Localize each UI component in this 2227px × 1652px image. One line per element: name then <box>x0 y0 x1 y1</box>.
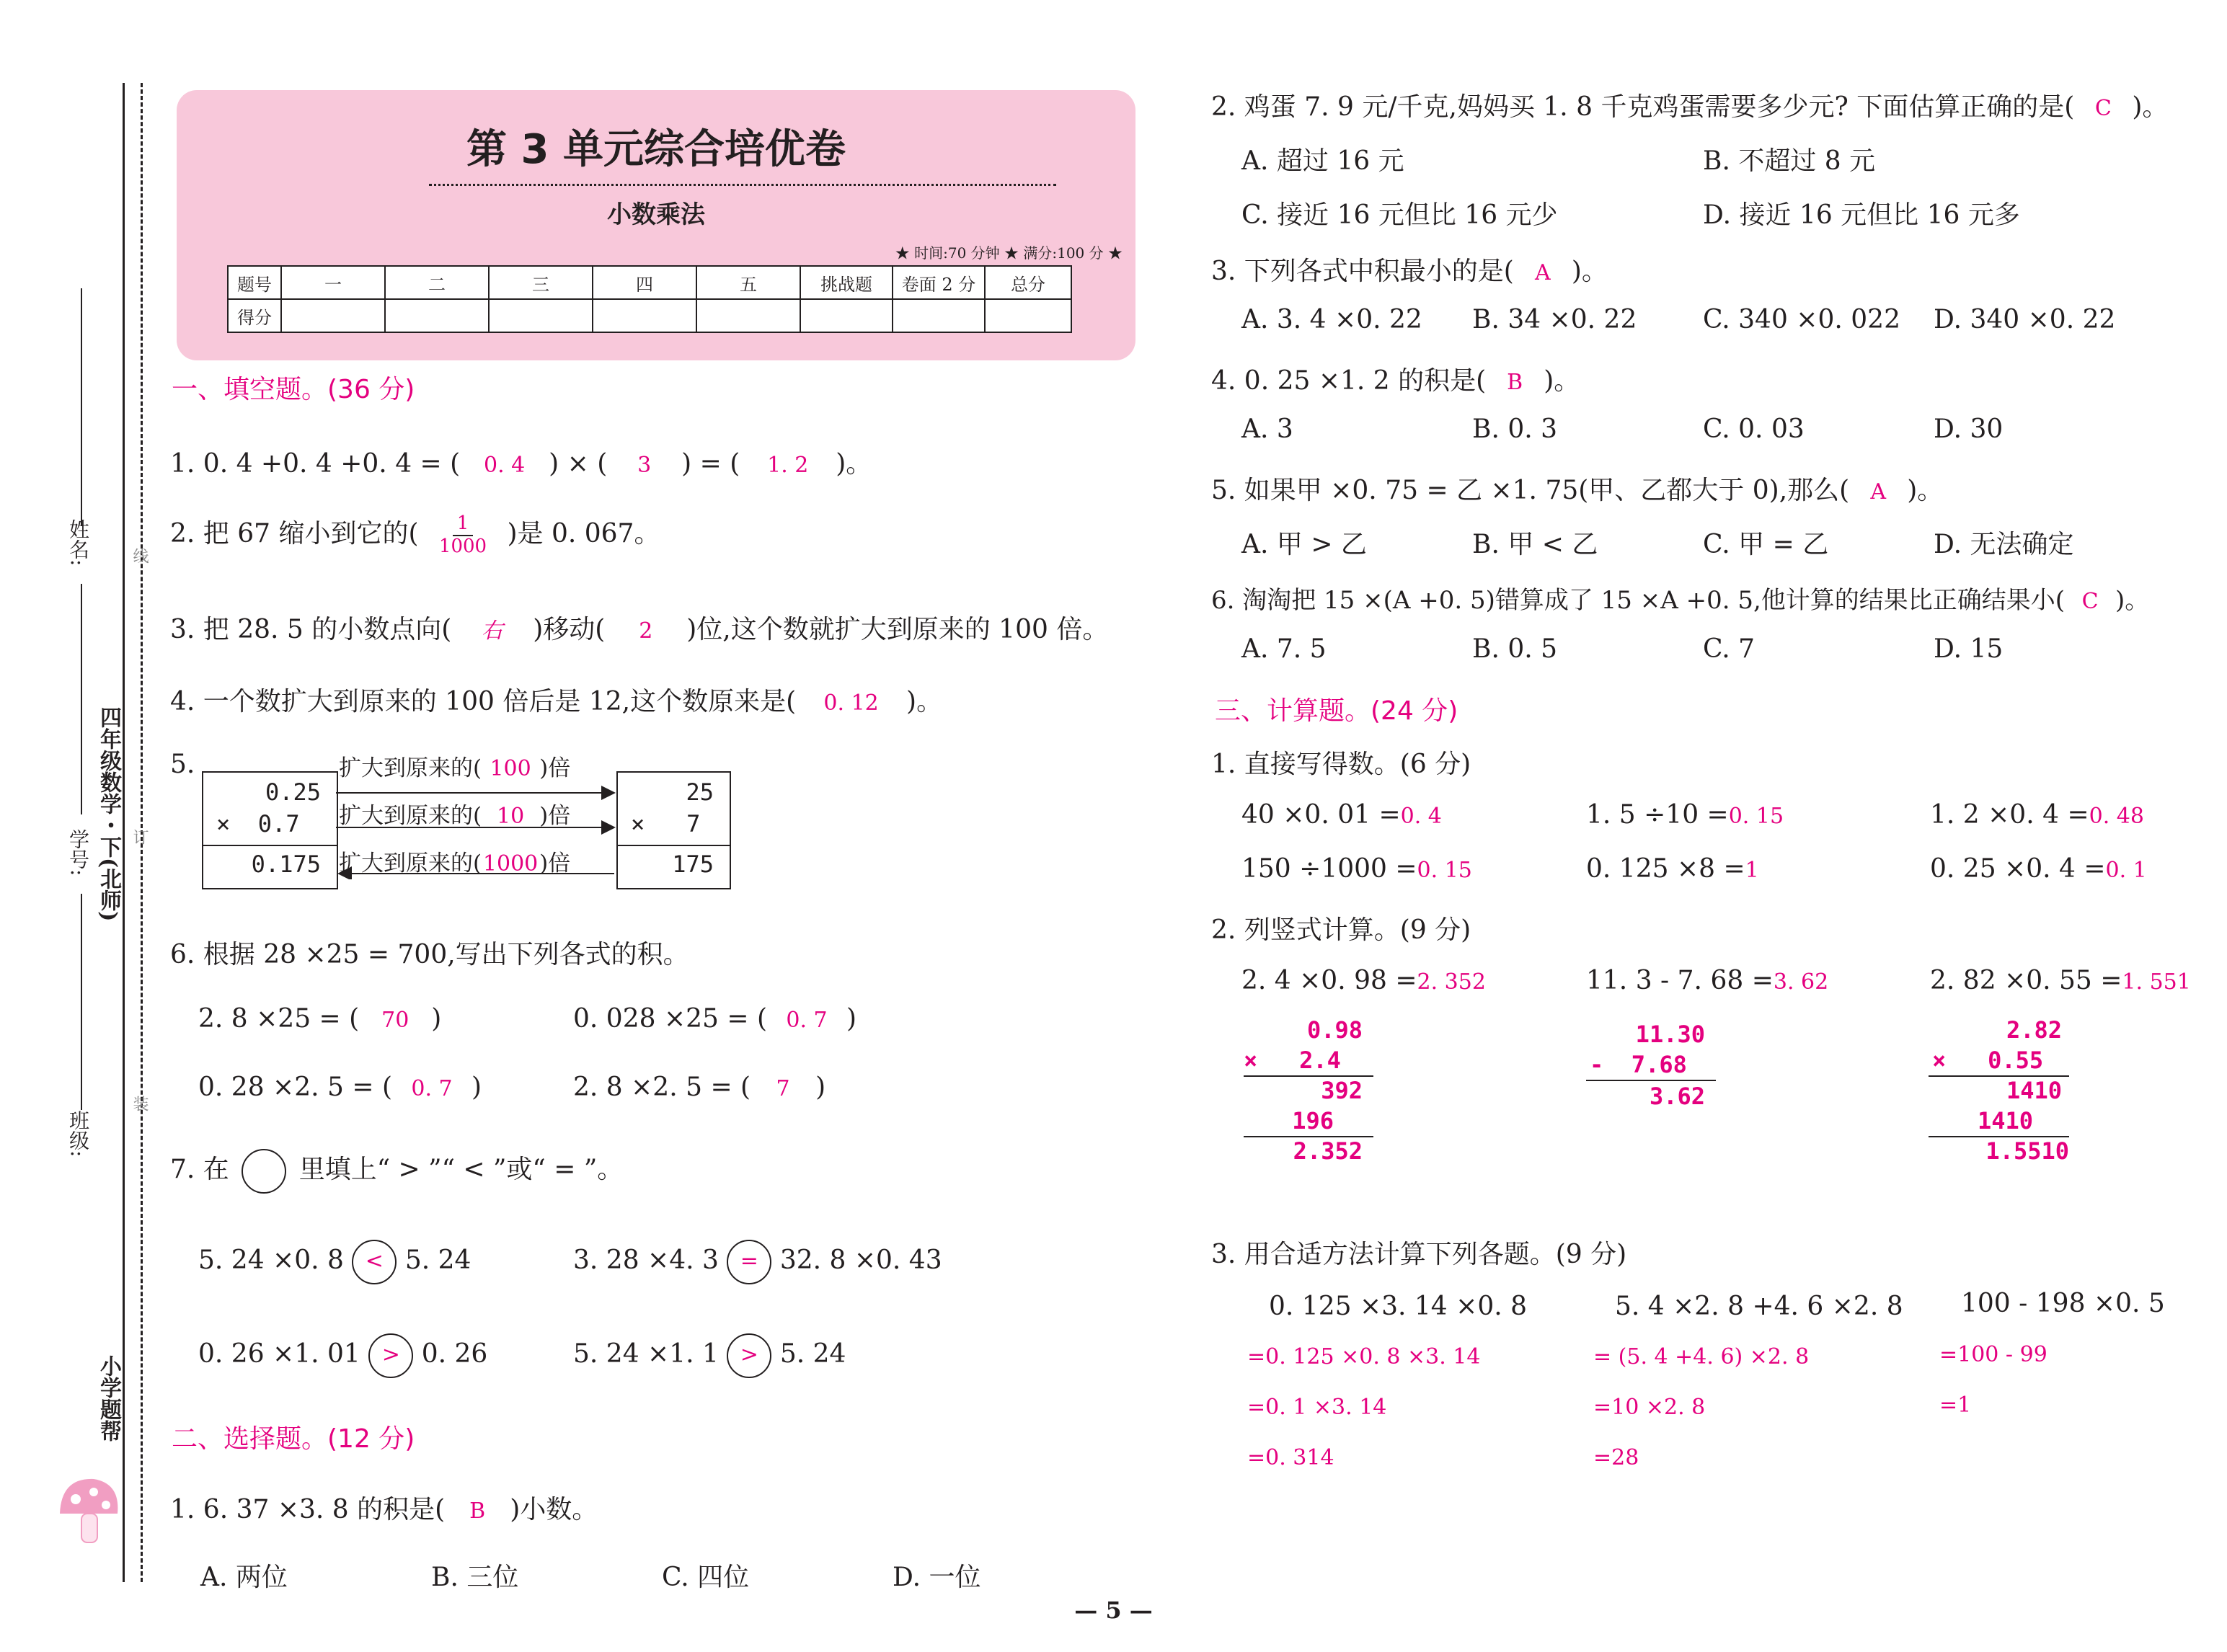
option: D. 无法确定 <box>1934 530 2074 559</box>
vcalc-line: 196 <box>1292 1107 1334 1134</box>
q5-arrow-label-1 <box>339 750 570 782</box>
name-underline <box>81 288 82 526</box>
text: 5. 24 ×1. 1 <box>573 1339 719 1369</box>
s1-q7-item1 <box>198 1240 471 1284</box>
s1-q3 <box>170 609 1108 646</box>
text: 2. 82 ×0. 55 = <box>1930 966 2122 995</box>
answer: 3. 62 <box>1773 969 1829 995</box>
text: 0. 26 ×1. 01 <box>198 1339 360 1369</box>
text: 5. 24 <box>404 1245 471 1275</box>
q5-left-box <box>202 771 338 889</box>
s3-q1-item <box>1930 800 2144 830</box>
text: )小数。 <box>510 1495 598 1524</box>
text: 3. 把 28. 5 的小数点向( <box>170 615 452 644</box>
text: 0. 28 ×2. 5 = ( <box>198 1073 392 1102</box>
step: =100 - 99 <box>1939 1342 2047 1367</box>
answer: 7 <box>776 1076 790 1101</box>
option: B. 不超过 8 元 <box>1703 146 1876 176</box>
option: D. 30 <box>1934 414 2004 444</box>
answer: C <box>2094 96 2112 121</box>
score-head: 三 <box>489 266 593 299</box>
s1-q6-item3 <box>198 1073 482 1102</box>
text: )倍 <box>539 851 571 876</box>
text: 1. 6. 37 ×3. 8 的积是( <box>170 1495 446 1524</box>
id-label: 学号: <box>66 829 90 876</box>
s3-q2-stem: 2. 列竖式计算。(9 分) <box>1211 915 1471 945</box>
s2-q6 <box>1211 580 2149 616</box>
s1-q7-stem <box>170 1149 623 1194</box>
compare-answer: = <box>727 1240 771 1284</box>
step: =10 ×2. 8 <box>1593 1395 1706 1420</box>
numerator: 1 <box>453 513 474 536</box>
score-head: 总分 <box>985 266 1071 299</box>
answer: 2 <box>639 618 653 644</box>
calc-line: 175 <box>672 851 714 878</box>
text: 40 ×0. 01 = <box>1241 800 1401 830</box>
option: C. 340 ×0. 022 <box>1703 305 1900 334</box>
vcalc-line: × 0.55 <box>1932 1047 2044 1074</box>
answer: 0. 7 <box>411 1076 453 1101</box>
compare-answer: < <box>352 1240 397 1284</box>
s1-q7-item4 <box>573 1333 846 1378</box>
text: )倍 <box>539 803 571 829</box>
text: )。 <box>1571 257 1608 286</box>
vcalc-line: 2.352 <box>1293 1137 1363 1165</box>
text: 2. 4 ×0. 98 = <box>1241 966 1417 995</box>
score-cell[interactable] <box>696 299 800 332</box>
option: B. 34 ×0. 22 <box>1472 305 1637 334</box>
score-cell[interactable] <box>281 299 385 332</box>
q5-arrows-icon <box>336 786 619 879</box>
step: =0. 125 ×0. 8 ×3. 14 <box>1247 1344 1481 1369</box>
vcalc-line: 392 <box>1321 1077 1363 1104</box>
text: 5. 24 ×0. 8 <box>198 1245 344 1275</box>
compare-answer: > <box>727 1333 771 1378</box>
option: B. 三位 <box>431 1563 519 1592</box>
vcalc-line: - 7.68 <box>1590 1051 1687 1078</box>
s1-q7-item3 <box>198 1333 487 1378</box>
calc-rule <box>203 845 337 846</box>
text: 1. 0. 4 +0. 4 +0. 4 = ( <box>170 449 461 479</box>
circle-blank-icon <box>242 1149 286 1194</box>
text: 3. 下列各式中积最小的是( <box>1211 257 1514 286</box>
answer: 1. 551 <box>2122 969 2191 995</box>
text: 6. 淘淘把 15 ×(A +0. 5)错算成了 15 ×A +0. 5,他计算的结果比正确结果小( <box>1211 586 2066 615</box>
option: B. 0. 3 <box>1472 414 1558 444</box>
s1-q7-item2 <box>573 1240 942 1284</box>
score-head: 一 <box>281 266 385 299</box>
text: 0. 028 ×25 = ( <box>573 1004 768 1034</box>
score-head: 二 <box>385 266 489 299</box>
text: )移动( <box>533 615 606 644</box>
option: C. 接近 16 元但比 16 元少 <box>1241 200 1558 230</box>
text: 扩大到原来的( <box>339 755 482 781</box>
text: 5. 24 <box>779 1339 846 1369</box>
s1-q6-item2 <box>573 1004 856 1034</box>
step: =0. 314 <box>1247 1445 1334 1470</box>
text: 2. 鸡蛋 7. 9 元/千克,妈妈买 1. 8 千克鸡蛋需要多少元? 下面估算正确的是( <box>1211 92 2075 122</box>
s3-q2-item <box>1586 966 1828 995</box>
class-underline <box>81 894 82 1110</box>
header-panel <box>177 90 1135 360</box>
mark-zhuang: 装 <box>130 1096 149 1111</box>
text: 3. 28 ×4. 3 <box>573 1245 719 1275</box>
calc-line: 0.175 <box>251 851 321 878</box>
text: )倍 <box>539 755 571 781</box>
vcalc-line: 1410 <box>1977 1107 2033 1134</box>
calc-line: 25 <box>686 778 714 806</box>
s1-q5-number: 5. <box>170 750 195 779</box>
s2-q3 <box>1211 251 1608 288</box>
vcalc-line: × 2.4 <box>1244 1047 1341 1074</box>
score-head: 题号 <box>228 266 281 299</box>
answer: 右 <box>481 618 503 644</box>
text: 150 ÷1000 = <box>1241 854 1417 884</box>
name-label: 姓名: <box>66 519 90 567</box>
text: )是 0. 067。 <box>507 519 660 549</box>
text: ) <box>431 1004 442 1034</box>
s1-q6-stem: 6. 根据 28 ×25 = 700,写出下列各式的积。 <box>170 940 689 969</box>
text: )。 <box>906 687 943 716</box>
score-cell[interactable] <box>800 299 893 332</box>
text: 扩大到原来的( <box>339 851 482 876</box>
text: 4. 0. 25 ×1. 2 的积是( <box>1211 366 1487 396</box>
page-number: — 5 — <box>1074 1597 1153 1624</box>
score-head: 挑战题 <box>800 266 893 299</box>
s2-q4 <box>1211 360 1580 397</box>
answer: 0. 48 <box>2089 804 2144 829</box>
text: 1. 2 ×0. 4 = <box>1930 800 2089 830</box>
text: 1. 5 ÷10 = <box>1586 800 1729 830</box>
answer: 0. 12 <box>823 690 879 716</box>
text: 11. 3 - 7. 68 = <box>1586 966 1774 995</box>
calc-line: 0.25 <box>265 778 321 806</box>
option: A. 甲 > 乙 <box>1241 530 1367 559</box>
text: 2. 8 ×2. 5 = ( <box>573 1073 751 1102</box>
text: )位,这个数就扩大到原来的 100 倍。 <box>686 615 1109 644</box>
s3-q1-item <box>1586 854 1759 884</box>
step: = (5. 4 +4. 6) ×2. 8 <box>1593 1344 1810 1369</box>
calc-line: × 7 <box>631 810 701 838</box>
option: A. 3 <box>1241 414 1293 444</box>
answer: A <box>1535 260 1551 285</box>
answer: B <box>1507 370 1523 395</box>
score-cell[interactable] <box>985 299 1071 332</box>
option: C. 0. 03 <box>1703 414 1805 444</box>
s3-q3-stem: 3. 用合适方法计算下列各题。(9 分) <box>1211 1240 1627 1269</box>
answer: 1. 2 <box>767 453 809 478</box>
s1-q6-item4 <box>573 1073 825 1102</box>
score-head: 四 <box>593 266 696 299</box>
option: D. 接近 16 元但比 16 元多 <box>1703 200 2020 230</box>
s2-q5 <box>1211 470 1943 507</box>
score-head: 卷面 2 分 <box>893 266 985 299</box>
book-label: 四年级数学・下(北师) <box>96 706 121 922</box>
page-subtitle: 小数乘法 <box>607 200 705 229</box>
text: ) <box>846 1004 857 1034</box>
section3-title: 三、计算题。(24 分) <box>1215 696 1458 726</box>
score-table <box>227 265 1072 333</box>
text: )。 <box>2132 92 2169 122</box>
s3-q1-item <box>1930 854 2147 884</box>
text: 0. 26 <box>421 1339 488 1369</box>
class-label: 班级: <box>66 1110 90 1158</box>
vcalc-line: 2.82 <box>2006 1016 2062 1044</box>
calc-rule <box>618 845 730 846</box>
score-cell[interactable] <box>489 299 593 332</box>
option: C. 甲 = 乙 <box>1703 530 1829 559</box>
q5-right-box <box>616 771 731 889</box>
score-cell[interactable] <box>893 299 985 332</box>
option: A. 超过 16 元 <box>1241 146 1404 176</box>
s3-q3-expr: 0. 125 ×3. 14 ×0. 8 <box>1269 1292 1528 1321</box>
text: )。 <box>1907 476 1944 505</box>
vcalc-line: 0.98 <box>1306 1016 1363 1044</box>
text: 扩大到原来的( <box>339 803 482 829</box>
answer: 0. 15 <box>1728 804 1784 829</box>
answer: 0. 4 <box>484 453 526 478</box>
option: A. 3. 4 ×0. 22 <box>1241 305 1422 334</box>
s1-q1 <box>170 443 872 480</box>
text: ) = ( <box>681 449 740 479</box>
vcalc-line: 11.30 <box>1635 1021 1705 1048</box>
score-head: 五 <box>696 266 800 299</box>
denominator: 1000 <box>438 536 487 557</box>
option: D. 15 <box>1934 634 2004 664</box>
score-cell[interactable] <box>593 299 696 332</box>
answer: B <box>469 1498 486 1524</box>
s1-q6-item1 <box>198 1004 441 1034</box>
answer: 70 <box>381 1008 409 1033</box>
answer: 0. 15 <box>1417 858 1472 883</box>
mark-ding: 订 <box>130 829 149 845</box>
text: )。 <box>2115 586 2150 615</box>
text: 里填上“ > ”“ < ”或“ = ”。 <box>298 1155 624 1184</box>
s3-q1-item <box>1241 800 1442 830</box>
answer: 1 <box>1745 858 1759 883</box>
text: 2. 8 ×25 = ( <box>198 1004 360 1034</box>
s3-q1-stem: 1. 直接写得数。(6 分) <box>1211 750 1471 779</box>
section1-title: 一、填空题。(36 分) <box>172 375 415 404</box>
text: ) × ( <box>549 449 608 479</box>
s2-q2 <box>1211 86 2168 123</box>
answer: 1000 <box>482 851 539 876</box>
answer: C <box>2081 589 2099 614</box>
option: C. 四位 <box>662 1563 750 1592</box>
compare-answer: > <box>368 1333 413 1378</box>
text: )。 <box>836 449 872 479</box>
answer: 0. 1 <box>2105 858 2147 883</box>
text: ) <box>815 1073 826 1102</box>
vcalc-line: 3.62 <box>1649 1083 1705 1110</box>
step: =28 <box>1593 1445 1639 1470</box>
option: A. 7. 5 <box>1241 634 1327 664</box>
brand-label: 小学题帮 <box>96 1355 121 1442</box>
text: 4. 一个数扩大到原来的 100 倍后是 12,这个数原来是( <box>170 687 797 716</box>
option: B. 甲 < 乙 <box>1472 530 1598 559</box>
answer: A <box>1870 479 1887 505</box>
answer: 10 <box>497 804 525 829</box>
s3-q3-expr: 100 - 198 ×0. 5 <box>1961 1289 2165 1318</box>
text: 2. 把 67 缩小到它的( <box>170 519 419 549</box>
mushroom-logo-icon <box>54 1470 123 1550</box>
text: 0. 25 ×0. 4 = <box>1930 854 2106 884</box>
text: 7. 在 <box>170 1155 229 1184</box>
option: C. 7 <box>1703 634 1756 664</box>
mark-line: 线 <box>130 548 149 564</box>
option: A. 两位 <box>200 1563 288 1592</box>
answer: 2. 352 <box>1417 969 1486 995</box>
answer: 0. 4 <box>1400 804 1442 829</box>
exam-meta: ★ 时间:70 分钟 ★ 满分:100 分 ★ <box>895 244 1123 262</box>
text: 32. 8 ×0. 43 <box>779 1245 942 1275</box>
id-underline <box>81 584 82 814</box>
vcalc-line: 1.5510 <box>1985 1137 2069 1165</box>
text: 5. 如果甲 ×0. 75 = 乙 ×1. 75(甲、乙都大于 0),那么( <box>1211 476 1850 505</box>
text: )。 <box>1544 366 1580 396</box>
score-cell[interactable] <box>385 299 489 332</box>
option: D. 一位 <box>893 1563 981 1592</box>
answer: 3 <box>637 453 652 478</box>
text: ) <box>471 1073 482 1102</box>
page-title: 第 3 单元综合培优卷 <box>466 126 846 173</box>
fraction-answer <box>427 513 499 558</box>
option: D. 340 ×0. 22 <box>1934 305 2116 334</box>
answer: 0. 7 <box>786 1008 828 1033</box>
s3-q2-item <box>1241 966 1486 995</box>
vcalc-line: 1410 <box>2006 1077 2062 1104</box>
s3-q1-item <box>1241 854 1472 884</box>
title-divider <box>429 184 1056 186</box>
s1-q4 <box>170 681 942 718</box>
s3-q2-item <box>1930 966 2191 995</box>
answer: 100 <box>490 756 531 781</box>
step: =0. 1 ×3. 14 <box>1247 1395 1387 1420</box>
s2-q1 <box>170 1489 598 1526</box>
text: 0. 125 ×8 = <box>1586 854 1745 884</box>
section2-title: 二、选择题。(12 分) <box>172 1424 415 1454</box>
s3-q3-expr: 5. 4 ×2. 8 +4. 6 ×2. 8 <box>1615 1292 1903 1321</box>
calc-line: × 0.7 <box>216 810 300 838</box>
score-row-label: 得分 <box>228 299 281 332</box>
s3-q1-item <box>1586 800 1784 830</box>
step: =1 <box>1939 1393 1972 1418</box>
option: B. 0. 5 <box>1472 634 1558 664</box>
s1-q2 <box>170 513 660 558</box>
